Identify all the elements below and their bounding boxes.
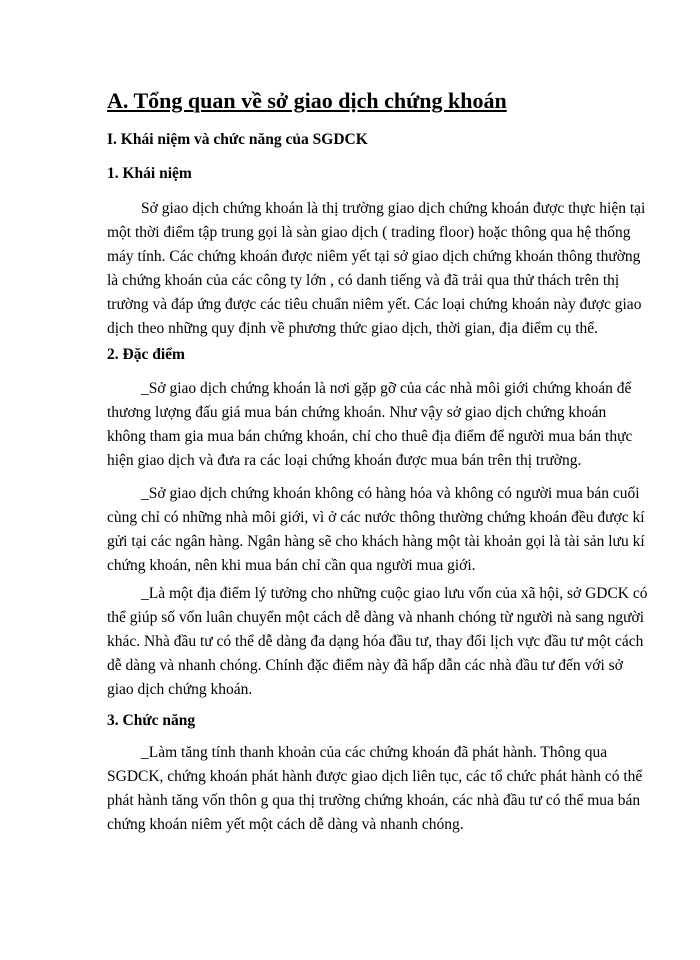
text-line: dễ dàng và nhanh chóng. Chính đặc điểm này đã hấp dẫn các nhà đầu tư đến với sở: [107, 657, 623, 674]
text-line: hiện giao dịch và đưa ra các loại chứng khoán được mua bán trên thị trường.: [107, 452, 582, 469]
text-line: một thời điểm tập trung gọi là sàn giao dịch ( trading floor) hoặc thông qua hệ thống: [107, 224, 631, 241]
subheading-concept: 1. Khái niệm: [107, 165, 192, 182]
text-line: _Làm tăng tính thanh khoản của các chứng khoán đã phát hành. Thông qua: [141, 744, 608, 761]
paragraph-concept: [107, 197, 647, 341]
section-heading-concept-function: I. Khái niệm và chức năng của SGDCK: [107, 131, 368, 148]
text-line: cùng chỉ có những nhà môi giới, vì ở các nước thông thường chứng khoán đều được kí: [107, 509, 645, 526]
text-line: giao dịch chứng khoán.: [107, 681, 253, 698]
text-line: SGDCK, chứng khoán phát hành được giao dịch liên tục, các tổ chức phát hành có thể: [107, 768, 643, 785]
paragraph-characteristics-1: [107, 377, 647, 473]
text-line: khác. Nhà đầu tư có thể dễ dàng đa dạng hóa đầu tư, thay đổi lịch vực đầu tư một cách: [107, 633, 644, 650]
text-line: là chứng khoán của các công ty lớn , có danh tiếng và đã trải qua thử thách trên thị: [107, 272, 620, 289]
text-line: Sở giao dịch chứng khoán là thị trường giao dịch chứng khoán được thực hiện tại: [141, 200, 646, 217]
text-line: chứng khoán niêm yết một cách dễ dàng và nhanh chóng.: [107, 816, 464, 833]
paragraph-functions: [107, 741, 647, 837]
document-title: A. Tổng quan về sở giao dịch chứng khoán: [107, 88, 507, 113]
text-line: thương lượng đấu giá mua bán chứng khoán. Như vậy sở giao dịch chứng khoán: [107, 404, 607, 421]
text-line: chứng khoán, nên khi mua bán chỉ cần qua người mua giới.: [107, 557, 476, 574]
text-line: thể giúp số vốn luân chuyển một cách dễ dàng và nhanh chóng từ người nà sang người: [107, 609, 645, 626]
text-line: _Sở giao dịch chứng khoán không có hàng hóa và không có người mua bán cuối: [141, 485, 640, 502]
paragraph-characteristics-2: [107, 482, 647, 578]
paragraph-characteristics-3: [107, 582, 647, 702]
text-line: phát hành tăng vốn thôn g qua thị trường chứng khoán, các nhà đầu tư có thể mua bán: [107, 792, 641, 809]
subheading-characteristics: 2. Đặc điểm: [107, 346, 185, 363]
text-line: _Là một địa điểm lý tưởng cho những cuộc giao lưu vốn của xã hội, sở GDCK có: [141, 585, 648, 602]
text-line: máy tính. Các chứng khoán được niêm yết tại sở giao dịch chứng khoán thông thường: [107, 248, 641, 265]
text-line: _Sở giao dịch chứng khoán là nơi gặp gỡ của các nhà môi giới chứng khoán để: [141, 380, 632, 397]
text-line: dịch theo những quy định về phương thức giao dịch, thời gian, địa điểm cụ thể.: [107, 320, 599, 337]
subheading-functions: 3. Chức năng: [107, 712, 196, 729]
text-line: không tham gia mua bán chứng khoán, chỉ cho thuê địa điểm để người mua bán thực: [107, 428, 633, 445]
text-line: gửi tại các ngân hàng. Ngân hàng sẽ cho khách hàng một tài khoản gọi là tài sản lưu kí: [107, 533, 645, 550]
text-line: trường và đáp ứng được các tiêu chuẩn niêm yết. Các loại chứng khoán này được giao: [107, 296, 642, 313]
